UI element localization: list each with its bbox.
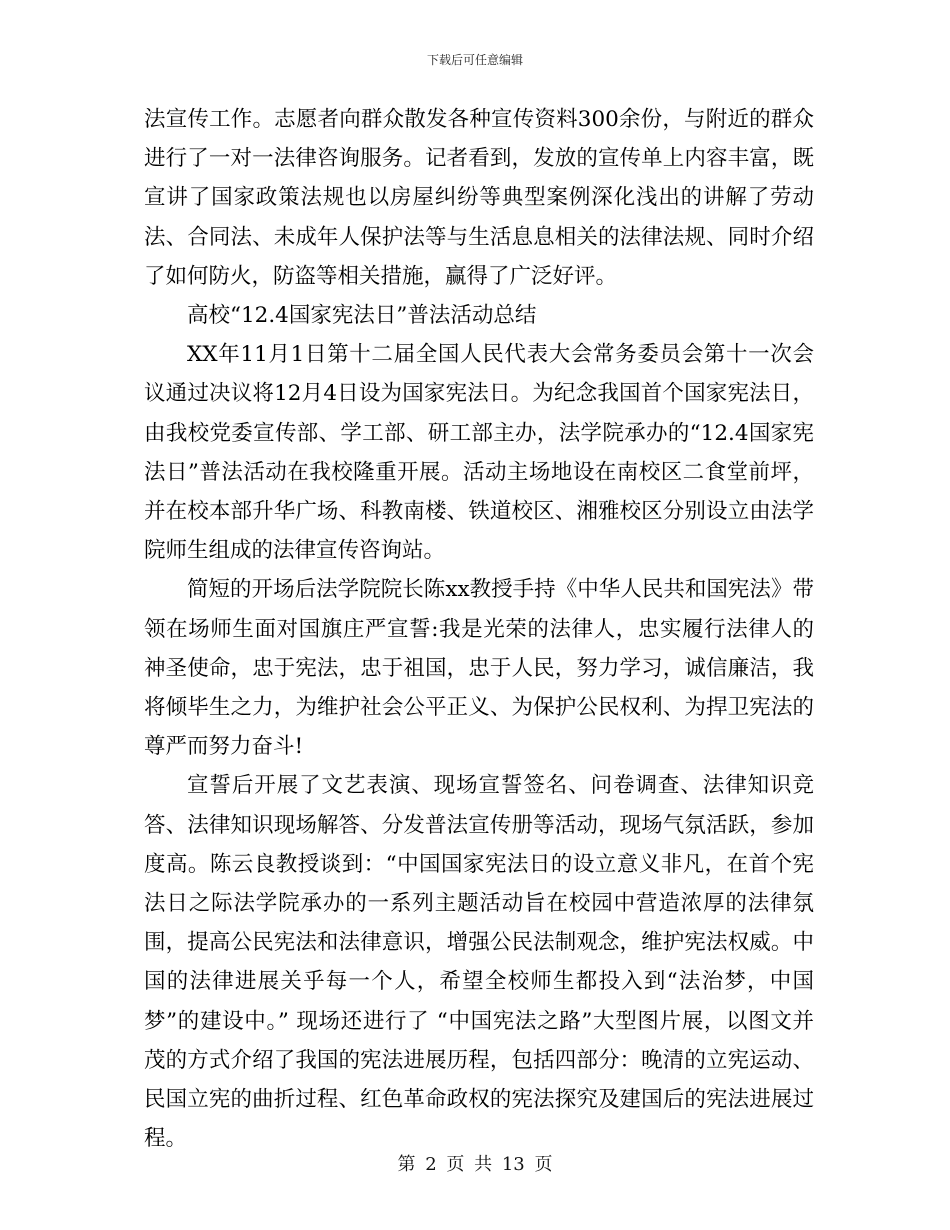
- paragraph-continuation: 法宣传工作。志愿者向群众散发各种宣传资料300余份，与附近的群众进行了一对一法律咨询服务。记者看到，发放的宣传单上内容丰富，既宣讲了国家政策法规也以房屋纠纷等典型案例深化浅出的讲解了劳动法、合同法、未成年人保护法等与生活息息相关的法律法规、同时介绍了如何防火，防盗等相关措施，赢得了广泛好评。: [144, 107, 814, 289]
- paragraph: 简短的开场后法学院院长陈xx教授手持《中华人民共和国宪法》带领在场师生面对国旗庄严宣誓:我是光荣的法律人，忠实履行法律人的神圣使命，忠于宪法，忠于祖国，忠于人民，努力学习，诚信廉洁，我将倾毕生之力，为维护社会公平正义、为保护公民权利、为捍卫宪法的尊严而努力奋斗!: [144, 577, 814, 760]
- page-header-note: 下载后可任意编辑: [426, 53, 523, 67]
- page-number: 第 2 页 共 13 页: [397, 1154, 553, 1175]
- paragraph: 宣誓后开展了文艺表演、现场宣誓签名、问卷调查、法律知识竞答、法律知识现场解答、分发普法宣传册等活动，现场气氛活跃，参加度高。陈云良教授谈到：“中国国家宪法日的设立意义非凡，在首个宪法日之际法学院承办的一系列主题活动旨在校园中营造浓厚的法律氛围，提高公民宪法和法律意识，增强公民法制观念，维护宪法权威。中国的法律进展关乎每一个人，希望全校师生都投入到“法治梦，中国梦”的建设中。” 现场还进行了 “中国宪法之路”大型图片展，以图文并茂的方式介绍了我国的宪法进展历程，包括四部分：晚清的立宪运动、民国立宪的曲折过程、红色革命政权的宪法探究及建国后的宪法进展过程。: [144, 773, 814, 1152]
- paragraph: XX年11月1日第十二届全国人民代表大会常务委员会第十一次会议通过决议将12月4日设为国家宪法日。为纪念我国首个国家宪法日，由我校党委宣传部、学工部、研工部主办，法学院承办的“12.4国家宪法日”普法活动在我校隆重开展。活动主场地设在南校区二食堂前坪，并在校本部升华广场、科教南楼、铁道校区、湘雅校区分别设立由法学院师生组成的法律宣传咨询站。: [144, 342, 814, 564]
- section-heading: 高校“12.4国家宪法日”普法活动总结: [187, 303, 537, 329]
- document-body: [144, 100, 814, 1158]
